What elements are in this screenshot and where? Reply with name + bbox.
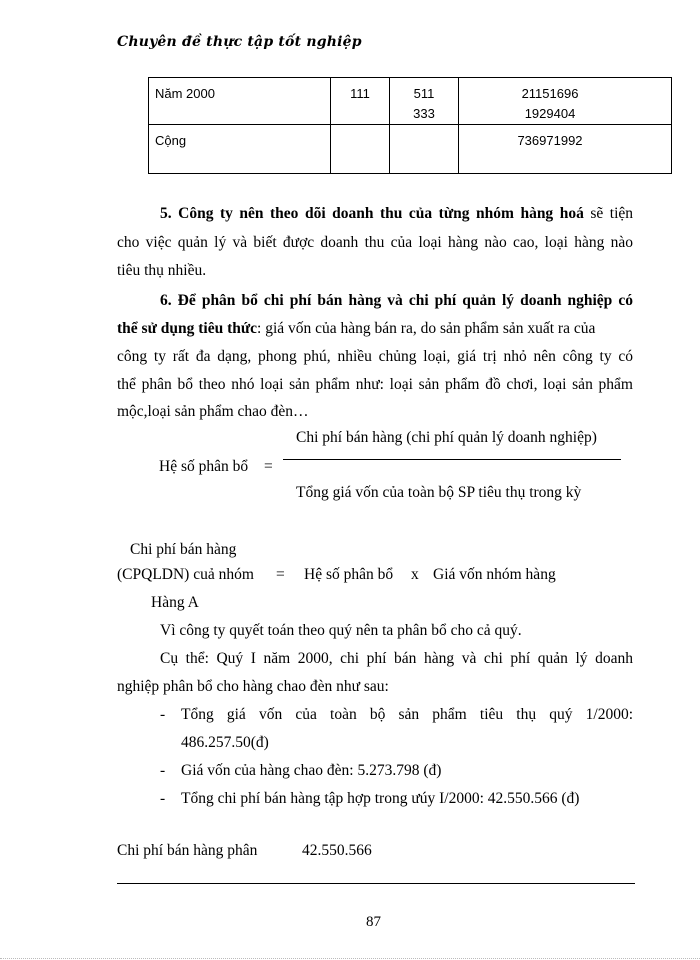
bullet-marker: -: [160, 706, 166, 723]
bullet-2-text: Giá vốn của hàng chao đèn: 5.273.798 (đ): [181, 762, 442, 779]
section5-line1: [160, 200, 633, 228]
section6-heading: 6. Để phân bổ chi phí bán hàng và chi phí quản lý doanh nghiệp có: [160, 292, 633, 309]
table-row: [149, 78, 672, 125]
section5-heading: 5. Công ty nên theo dõi doanh thu của từng nhóm hàng hoá: [160, 205, 584, 222]
body-paragraph-1: Vì công ty quyết toán theo quý nên ta phân bổ cho cả quý.: [160, 622, 522, 639]
formula1-equals: =: [264, 458, 273, 475]
table-cell-debit: 111: [331, 78, 390, 125]
formula1-denominator: Tổng giá vốn của toàn bộ SP tiêu thụ trong kỳ: [296, 484, 582, 501]
table-cell-label: Năm 2000: [149, 78, 331, 125]
table-cell-amount: 736971992: [459, 125, 672, 174]
footer-rule: [117, 883, 635, 884]
table-cell-label: Cộng: [149, 125, 331, 174]
bullet-1-line2: 486.257.50(đ): [181, 734, 269, 751]
credit-account-2: 333: [413, 106, 435, 121]
table-cell-amount: [459, 78, 672, 125]
formula2-term2: Giá vốn nhóm hàng: [433, 566, 556, 583]
bullet-marker: -: [160, 790, 166, 807]
bullet-3-text: Tổng chi phí bán hàng tập hợp trong ưúy I/2000: 42.550.566 (đ): [181, 790, 580, 807]
section6-line2-rest: : giá vốn của hàng bán ra, do sản phẩm sản xuất ra của: [257, 320, 596, 337]
credit-account-1: 511: [413, 86, 435, 101]
bullet-marker: -: [160, 762, 166, 779]
allocation-value: 42.550.566: [302, 842, 372, 859]
amount-1: 21151696: [521, 86, 579, 101]
fraction-bar: [283, 459, 621, 460]
table-cell-credit: [390, 125, 459, 174]
running-header: Chuyên đề thực tập tốt nghiệp: [117, 34, 362, 50]
formula2-lhs-line3: Hàng A: [151, 594, 199, 611]
section5-rest: sẽ tiện: [590, 205, 634, 222]
ledger-table: [148, 77, 672, 174]
formula2-lhs-line1: Chi phí bán hàng: [130, 541, 237, 558]
formula2-equals: =: [276, 566, 285, 583]
table-row: [149, 125, 672, 174]
section6-line3: công ty rất đa dạng, phong phú, nhiều chủng loại, giá trị nhỏ nên công ty có: [117, 348, 633, 365]
table-cell-credit: [390, 78, 459, 125]
page-edge-divider: [0, 958, 700, 959]
section6-line4: thể phân bổ theo nhó loại sản phẩm như: loại sản phẩm đồ chơi, loại sản phẩm: [117, 376, 633, 393]
body-paragraph-2-line1: Cụ thể: Quý I năm 2000, chi phí bán hàng và chi phí quản lý doanh: [160, 650, 633, 667]
page-number: 87: [366, 914, 381, 930]
body-paragraph-2-line2: nghiệp phân bổ cho hàng chao đèn như sau:: [117, 678, 389, 695]
amount-2: 1929404: [524, 106, 576, 121]
allocation-label: Chi phí bán hàng phân: [117, 842, 258, 859]
section6-heading-cont: thể sử dụng tiêu thức: [117, 320, 258, 337]
table-cell-debit: [331, 125, 390, 174]
formula1-numerator: Chi phí bán hàng (chi phí quản lý doanh nghiệp): [296, 429, 597, 446]
section5-line3: tiêu thụ nhiều.: [117, 262, 207, 279]
formula2-term1: Hệ số phân bổ: [304, 566, 394, 583]
formula2-lhs-line2: (CPQLDN) cuả nhóm: [117, 566, 254, 583]
section6-line2: [117, 315, 633, 343]
section5-line2: cho việc quản lý và biết được doanh thu của loại hàng nào cao, loại hàng nào: [117, 234, 633, 251]
section6-line5: mộc,loại sản phẩm chao đèn…: [117, 403, 309, 420]
bullet-1-line1: Tổng giá vốn của toàn bộ sản phẩm tiêu thụ quý 1/2000:: [181, 706, 633, 723]
formula2-times: x: [411, 566, 419, 583]
formula1-lhs: Hệ số phân bổ: [159, 458, 249, 475]
